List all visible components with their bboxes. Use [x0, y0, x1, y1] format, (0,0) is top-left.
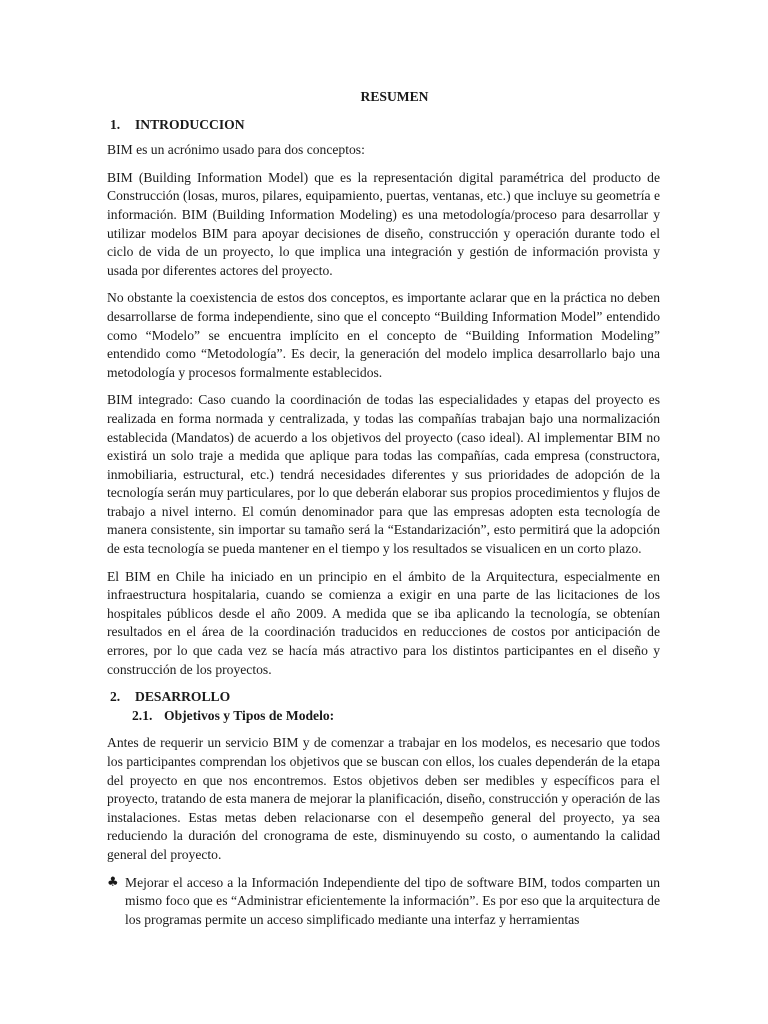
subsection-2-1-number: 2.1.: [132, 707, 153, 723]
intro-paragraph-5: El BIM en Chile ha iniciado en un principio en el ámbito de la Arquitectura, especialmente en infraestructura hospitalaria, cuando se comienza a exigir en una parte de las licitaciones de los hospitales públicos desde el año 2009. A medida que se iba aplicando la tecnología, se obtenían resultados en el área de la coordinación traducidos en reducciones de costos por anticipación de errores, por lo que cada vez se hacía más atractivo para los distintos participantes en el diseño y construcción de los proyectos.: [107, 568, 660, 677]
section-2-title: DESARROLLO: [135, 689, 231, 705]
section-2-heading: [107, 688, 660, 707]
subsection-2-1-title: Objetivos y Tipos de Modelo:: [164, 707, 335, 723]
intro-paragraph-2: BIM (Building Information Model) que es la representación digital paramétrica del producto de Construcción (losas, muros, pilares, equipamiento, puertas, ventanas, etc.) que incluye su geometría e información. BIM (Building Information Modeling) es una metodología/proceso para desarrollar y utilizar modelos BIM para apoyar decisiones de diseño, construcción y operación durante todo el ciclo de vida de un proyecto, lo que implica una integración y gestión de información provista y usada por diferentes actores del proyecto.: [107, 169, 660, 278]
intro-paragraph-1: BIM es un acrónimo usado para dos conceptos:: [107, 142, 365, 158]
section-1-heading: [107, 116, 660, 135]
section-1-number: 1.: [110, 116, 121, 132]
document-title: RESUMEN: [360, 89, 429, 104]
intro-paragraph-4: BIM integrado: Caso cuando la coordinación de todas las especialidades y etapas del proyecto es realizada en forma normada y centralizada, y todas las compañías trabajan bajo una normalización establecida (Mandatos) de acuerdo a los objetivos del proyecto (caso ideal). Al implementar BIM no existirá un solo traje a medida que aplique para todas las compañías, cada empresa (constructora, inmobiliaria, estructural, etc.) tendrá necesidades diferentes y sus prioridades de adopción de la tecnología serán muy particulares, por lo que deberán elaborar sus propios procedimientos y flujos de trabajo a nivel interno. El común denominador para que las empresas adopten esta tecnología de manera consistente, sin importar su tamaño será la “Estandarización”, esto permitirá que la adopción de esta tecnología se pueda mantener en el tiempo y los resultados se visualicen en un corto plazo.: [107, 392, 660, 557]
club-bullet-icon: ♣: [107, 874, 119, 890]
bullet-text: Mejorar el acceso a la Información Independiente del tipo de software BIM, todos comparten un mismo foco que es “Administrar eficientemente la información”. Es por eso que la arquitectura de los programas permite un acceso simplificado mediante una interfaz y herramientas: [125, 874, 660, 927]
subsection-2-1-heading: [107, 707, 660, 726]
development-paragraph: Antes de requerir un servicio BIM y de comenzar a trabajar en los modelos, es necesario que todos los participantes comprendan los objetivos que se buscan con ellos, los cuales dependerán de la etapa del proyecto en que nos encontremos. Estos objetivos deben ser medibles y específicos para el proyecto, tratando de esta manera de mejorar la planificación, diseño, construcción y operación de las instalaciones. Estas metas deben relacionarse con el desempeño general del proyecto, ya sea reduciendo la duración del cronograma de este, disminuyendo su costo, o aumentando la calidad general del proyecto.: [107, 735, 660, 862]
intro-paragraph-3: No obstante la coexistencia de estos dos conceptos, es importante aclarar que en la práctica no deben desarrollarse de forma independiente, sino que el concepto “Building Information Model” entendido como “Modelo” se encuentra implícito en el concepto de “Building Information Modeling” entendido como “Metodología”. Es decir, la generación del modelo implica desarrollarlo bajo una metodología y procesos formalmente establecidos.: [107, 290, 660, 380]
bullet-item: [107, 874, 660, 930]
section-1-title: INTRODUCCION: [135, 116, 245, 132]
section-2-number: 2.: [110, 689, 121, 705]
